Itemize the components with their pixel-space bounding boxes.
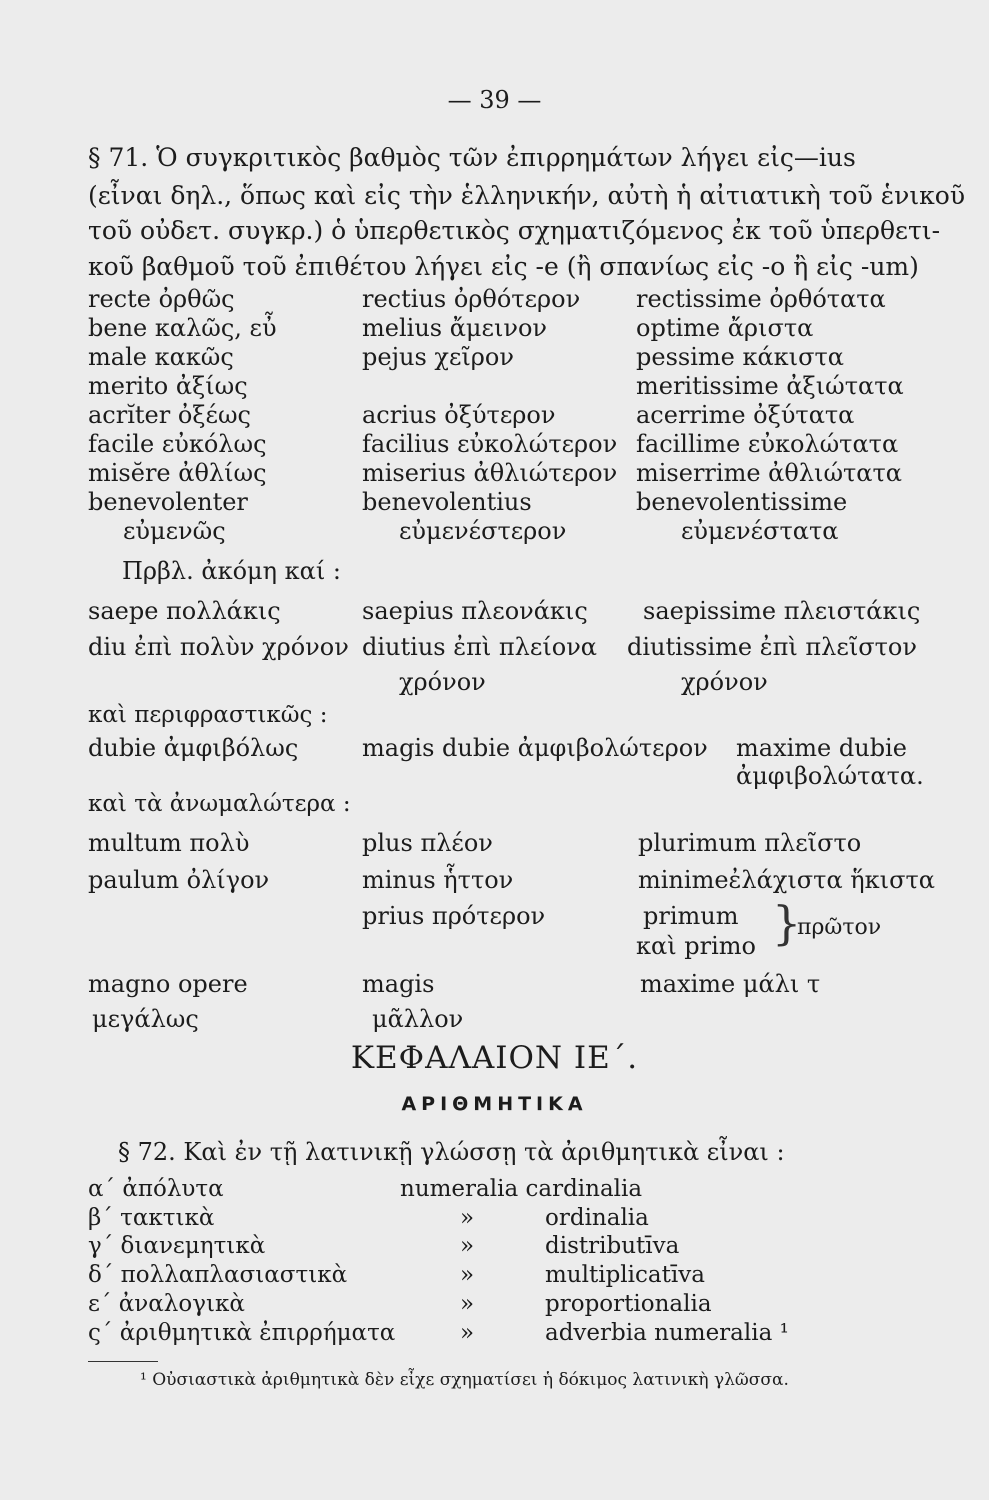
positive-cell: recte ὀρθῶς (88, 285, 235, 313)
dubie-row (0, 734, 989, 764)
table-row (0, 401, 989, 431)
table-row (0, 430, 989, 460)
comparative-cell: μᾶλλον (372, 1005, 464, 1033)
superlative-cell: rectissime ὀρθότατα (636, 285, 886, 313)
numeral-term: adverbia numeralia ¹ (545, 1320, 789, 1346)
comparative-cell: magis (362, 970, 435, 998)
comparative-cell: χρόνον (399, 668, 486, 696)
positive-cell: diu ἐπὶ πολὺν χρόνον (88, 633, 349, 661)
superlative-cell: maxime dubie (736, 734, 907, 762)
footnote-divider (88, 1361, 158, 1362)
table-row (0, 668, 989, 698)
superlative-cell: meritissime ἀξιώτατα (636, 372, 904, 400)
positive-cell: εὐμενῶς (123, 517, 226, 545)
superlative-cell: acerrime ὀξύτατα (636, 401, 855, 429)
superlative-cell: maxime μάλι τ (640, 970, 821, 998)
comparative-cell: prius πρότερον (362, 902, 546, 930)
superlative-cell: optime ἄριστα (636, 314, 814, 342)
dubie-row-cont (0, 762, 989, 792)
comparative-cell: εὐμενέστερον (399, 517, 567, 545)
comparative-cell: saepius πλεονάκις (362, 597, 588, 625)
positive-cell: merito ἀξίως (88, 372, 248, 400)
table-row (0, 597, 989, 627)
numeral-label: ς΄ ἀριθμητικὰ ἐπιρρήματα (88, 1320, 396, 1346)
ditto-mark: » (460, 1291, 475, 1317)
numeral-term: ordinalia (545, 1205, 649, 1231)
comparative-cell: benevolentius (362, 488, 532, 516)
list-item (0, 1320, 989, 1348)
chapter-title: ΚΕΦΑΛΑΙΟΝ ΙΕ΄. (350, 1040, 639, 1076)
list-item (0, 1262, 989, 1290)
superlative-cell: minimeἐλάχιστα ἥκιστα (638, 866, 935, 894)
brace-icon: } (772, 896, 802, 950)
numeral-label: α΄ ἀπόλυτα (88, 1176, 224, 1202)
numeral-term: multiplicatīva (545, 1262, 705, 1288)
comparative-cell: minus ἧττον (362, 866, 514, 894)
list-item (0, 1291, 989, 1319)
list-item (0, 1205, 989, 1233)
table-row (0, 633, 989, 663)
table-row (0, 866, 989, 896)
comparative-cell: pejus χεῖρον (362, 343, 514, 371)
superlative-cell: facillime εὐκολώτατα (636, 430, 899, 458)
superlative-cell: primum (643, 902, 739, 930)
paragraph-line: τοῦ οὐδετ. συγκρ.) ὁ ὑπερθετικὸς σχηματιζόμενος ἐκ τοῦ ὑπερθετι- (88, 216, 941, 245)
table-row (0, 372, 989, 402)
positive-cell: paulum ὀλίγον (88, 866, 270, 894)
comparative-cell: facilius εὐκολώτερον (362, 430, 618, 458)
positive-cell: misĕre ἀθλίως (88, 459, 267, 487)
comparative-cell: plus πλέον (362, 829, 493, 857)
superlative-cell: ἀμφιβολώτατα. (736, 762, 924, 790)
anomalous-label: καὶ τὰ ἀνωμαλώτερα : (88, 791, 351, 817)
table-row (0, 285, 989, 315)
comparative-cell: rectius ὀρθότερον (362, 285, 581, 313)
chapter-subtitle: ΑΡΙΘΜΗΤΙΚΑ (401, 1093, 588, 1115)
section-72-intro: § 72. Καὶ ἐν τῇ λατινικῇ γλώσσῃ τὰ ἀριθμητικὰ εἶναι : (118, 1138, 785, 1166)
comparative-cell: miserius ἀθλιώτερον (362, 459, 618, 487)
table-row (0, 970, 989, 1000)
positive-cell: multum πολὺ (88, 829, 250, 857)
table-row (0, 829, 989, 859)
positive-cell: bene καλῶς, εὖ (88, 314, 277, 342)
paragraph-line: § 71. Ὁ συγκριτικὸς βαθμὸς τῶν ἐπιρρημάτων λήγει εἰς—ius (88, 143, 856, 172)
superlative-cell: saepissime πλειστάκις (643, 597, 921, 625)
table-row (0, 314, 989, 344)
table-row (0, 517, 989, 547)
positive-cell: magno opere (88, 970, 248, 998)
list-item (0, 1176, 989, 1204)
ditto-mark: » (460, 1205, 475, 1231)
paragraph-line: κοῦ βαθμοῦ τοῦ ἐπιθέτου λήγει εἰς -e (ἢ σπανίως εἰς -o ἢ εἰς -um) (88, 252, 919, 281)
comparative-cell: acrius ὀξύτερον (362, 401, 556, 429)
superlative-cell: diutissime ἐπὶ πλεῖστον (627, 633, 917, 661)
positive-cell: acrĭter ὀξέως (88, 401, 251, 429)
table-row (0, 488, 989, 518)
comparative-cell: melius ἄμεινον (362, 314, 547, 342)
table-row (0, 343, 989, 373)
table-row (0, 1005, 989, 1035)
comparative-cell: magis dubie ἀμφιβολώτερον (362, 734, 708, 762)
page-number: — 39 — (447, 86, 542, 114)
compare-note: Πρβλ. ἀκόμη καί : (122, 557, 341, 585)
positive-cell: facile εὐκόλως (88, 430, 267, 458)
superlative-cell: καὶ primo (636, 932, 756, 960)
superlative-cell: benevolentissime (636, 488, 848, 516)
ditto-mark: » (460, 1320, 475, 1346)
superlative-cell: πρῶτον (797, 915, 882, 940)
footnote: ¹ Οὐσιαστικὰ ἀριθμητικὰ δὲν εἶχε σχηματίσει ἡ δόκιμος λατινικὴ γλῶσσα. (140, 1370, 789, 1390)
numeral-label: γ΄ διανεμητικὰ (88, 1233, 266, 1259)
numeral-label: ε΄ ἀναλογικὰ (88, 1291, 245, 1317)
ditto-mark: » (460, 1233, 475, 1259)
numeral-label: δ΄ πολλαπλασιαστικὰ (88, 1262, 348, 1288)
positive-cell: benevolenter (88, 488, 248, 516)
table-row (0, 459, 989, 489)
numeral-term: numeralia cardinalia (400, 1176, 643, 1202)
periphrastic-label: καὶ περιφραστικῶς : (88, 702, 328, 728)
numeral-term: distributīva (545, 1233, 680, 1259)
positive-cell: dubie ἀμφιβόλως (88, 734, 299, 762)
superlative-cell: χρόνον (681, 668, 768, 696)
positive-cell: male κακῶς (88, 343, 234, 371)
positive-cell: saepe πολλάκις (88, 597, 281, 625)
positive-cell: μεγάλως (92, 1005, 199, 1033)
superlative-cell: pessime κάκιστα (636, 343, 844, 371)
ditto-mark: » (460, 1262, 475, 1288)
list-item (0, 1233, 989, 1261)
superlative-cell: plurimum πλεῖστο (638, 829, 862, 857)
superlative-cell: miserrime ἀθλιώτατα (636, 459, 902, 487)
superlative-cell: εὐμενέστατα (681, 517, 839, 545)
numeral-label: β΄ τακτικὰ (88, 1205, 215, 1231)
paragraph-line: (εἶναι δηλ., ὅπως καὶ εἰς τὴν ἑλληνικήν, αὐτὴ ἡ αἰτιατικὴ τοῦ ἑνικοῦ (88, 181, 966, 210)
comparative-cell: diutius ἐπὶ πλείονα (362, 633, 597, 661)
numeral-term: proportionalia (545, 1291, 712, 1317)
